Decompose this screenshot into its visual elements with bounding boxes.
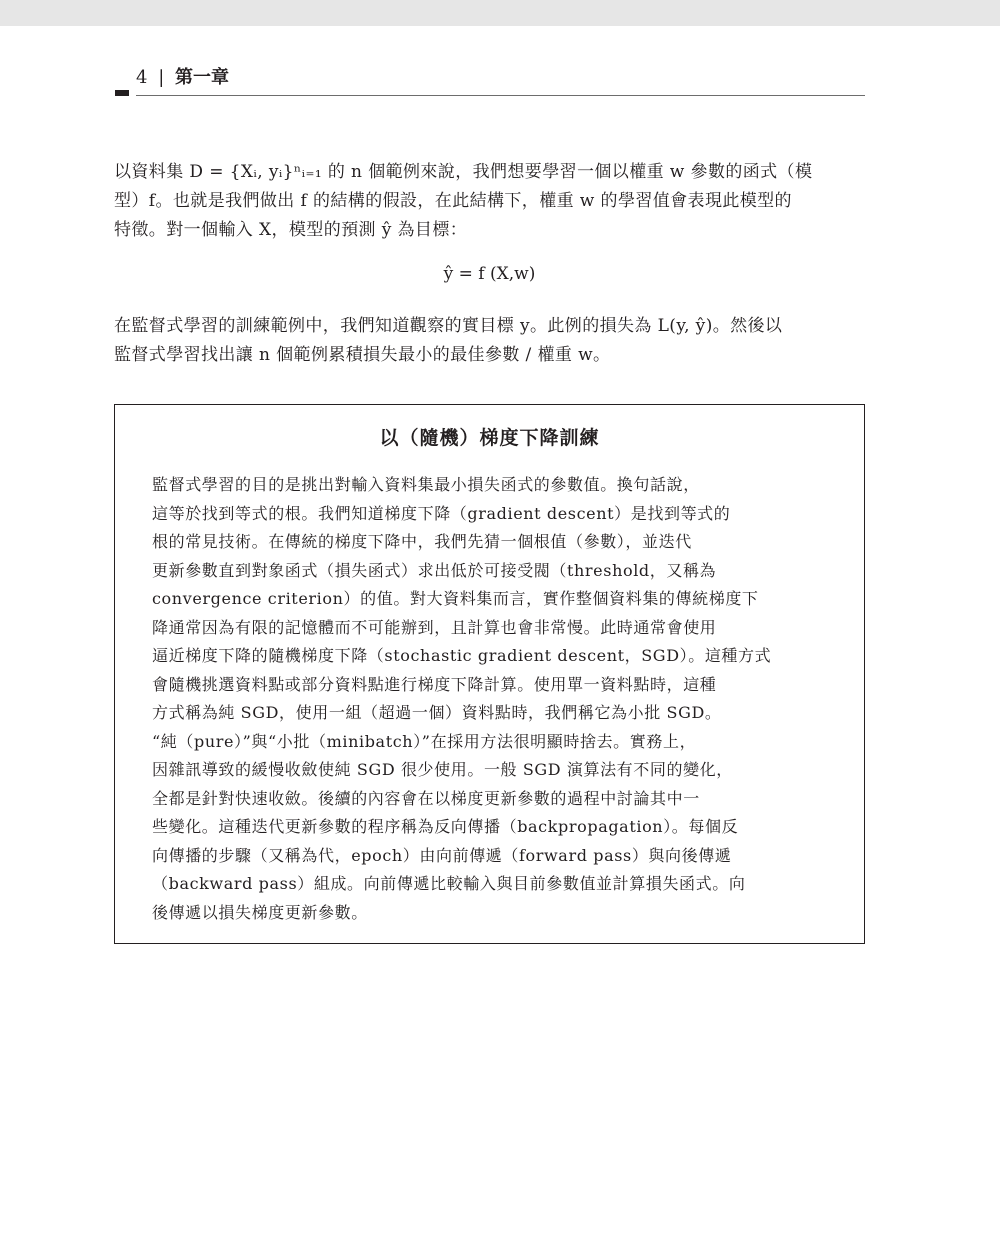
sidebar-line: （backward pass）組成。向前傳遞比較輸入與目前參數值並計算損失函式。向: [152, 874, 746, 893]
loss-line: 在監督式學習的訓練範例中，我們知道觀察的實目標 y。此例的損失為 L(y, ŷ)。然後以: [114, 316, 783, 336]
sidebar-line: convergence criterion）的值。對大資料集而言，實作整個資料集的傳統梯度下: [152, 589, 759, 608]
chapter-label: 第一章: [175, 67, 229, 88]
header-marker: [115, 90, 129, 96]
sidebar-line: 更新參數直到對象函式（損失函式）求出低於可接受閥（threshold，又稱為: [152, 560, 717, 580]
header-separator: |: [158, 67, 165, 88]
intro-line: 特徵。對一個輸入 X，模型的預測 ŷ 為目標：: [114, 220, 468, 240]
sidebar-line: 降通常因為有限的記憶體而不可能辦到，且計算也會非常慢。此時通常會使用: [152, 617, 717, 637]
sidebar-line: 些變化。這種迭代更新參數的程序稱為反向傳播（backpropagation）。每個反: [152, 817, 739, 836]
sidebar-line: 向傳播的步驟（又稱為代，epoch）由向前傳遞（forward pass）與向後傳遞: [152, 845, 732, 865]
sidebar-line: 逼近梯度下降的隨機梯度下降（stochastic gradient descent，SGD）。這種方式: [152, 646, 772, 665]
running-header: [136, 66, 229, 90]
loss-paragraph: [114, 312, 865, 370]
sidebar-line: 這等於找到等式的根。我們知道梯度下降（gradient descent）是找到等式的: [152, 503, 731, 523]
loss-line: 監督式學習找出讓 n 個範例累積損失最小的最佳參數 / 權重 w。: [114, 345, 611, 365]
sidebar-line: 根的常見技術。在傳統的梯度下降中，我們先猜一個根值（參數），並迭代: [152, 532, 692, 551]
sidebar-body: [152, 471, 828, 927]
sidebar-line: 後傳遞以損失梯度更新參數。: [152, 902, 368, 922]
sidebar-line: “純（pure）”與“小批（minibatch）”在採用方法很明顯時捨去。實務上，: [152, 731, 697, 751]
intro-paragraph: [114, 158, 865, 245]
sidebar-line: 監督式學習的目的是挑出對輸入資料集最小損失函式的參數值。換句話說，: [152, 475, 700, 494]
intro-line: 型）f。也就是我們做出 f 的結構的假設，在此結構下，權重 w 的學習值會表現此模型的: [114, 191, 792, 211]
sgd-sidebar-box: [114, 404, 865, 944]
sidebar-line: 會隨機挑選資料點或部分資料點進行梯度下降計算。使用單一資料點時，這種: [152, 674, 717, 694]
sidebar-line: 因雜訊導致的緩慢收斂使純 SGD 很少使用。一般 SGD 演算法有不同的變化，: [152, 760, 733, 779]
top-gray-band: [0, 0, 1000, 26]
header-rule: [136, 95, 865, 96]
page-number: 4: [136, 67, 148, 88]
sidebar-line: 全都是針對快速收斂。後續的內容會在以梯度更新參數的過程中討論其中一: [152, 788, 700, 808]
sidebar-line: 方式稱為純 SGD，使用一組（超過一個）資料點時，我們稱它為小批 SGD。: [152, 703, 722, 722]
intro-line: 以資料集 D = {Xᵢ, yᵢ}ⁿᵢ₌₁ 的 n 個範例來說，我們想要學習一個以權重 w 參數的函式（模: [114, 162, 813, 182]
sidebar-title: 以（隨機）梯度下降訓練: [379, 427, 600, 449]
prediction-equation: ŷ = f (X,w): [443, 264, 536, 284]
